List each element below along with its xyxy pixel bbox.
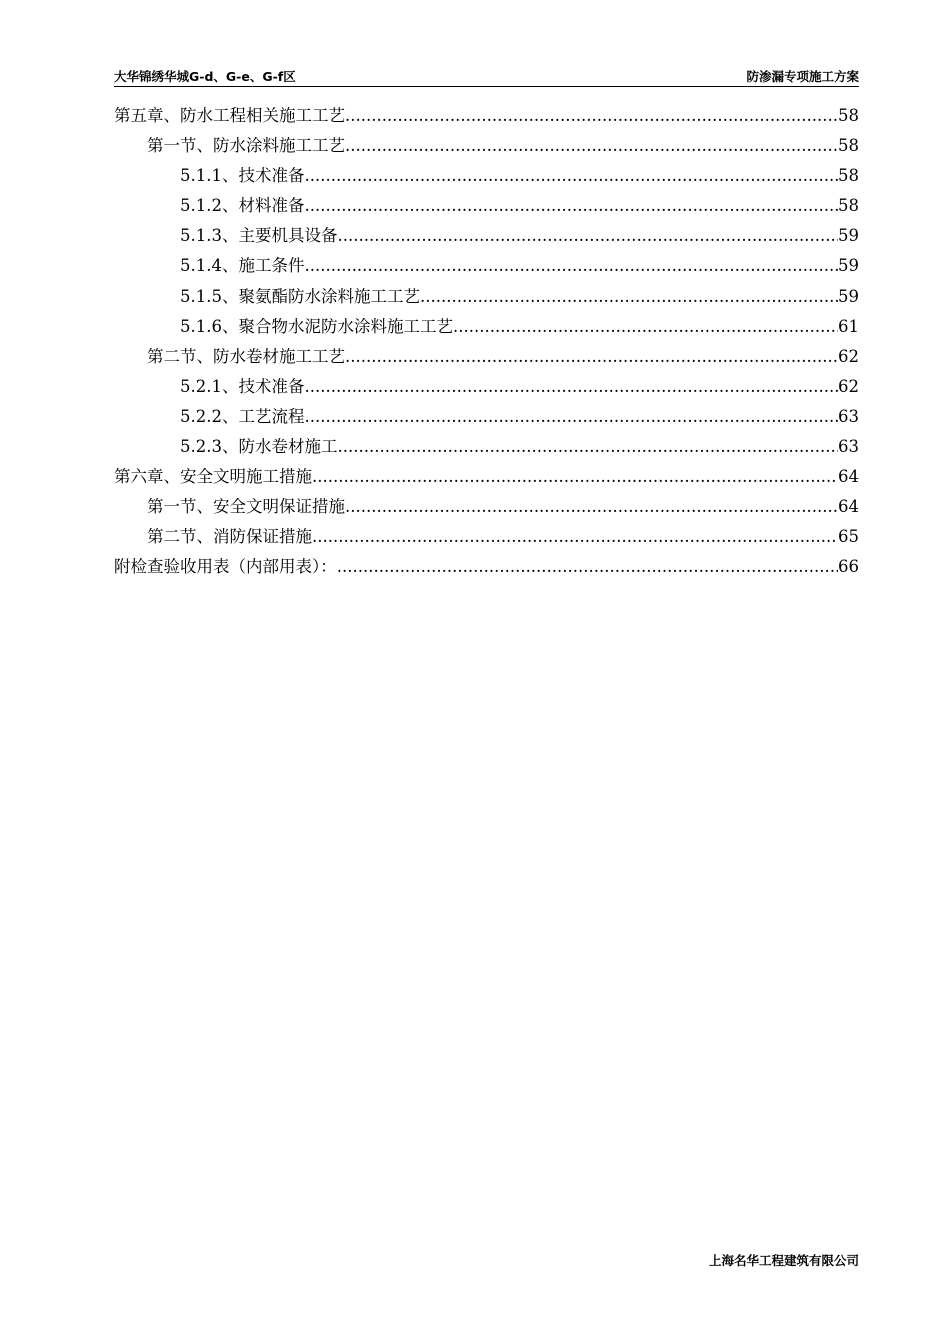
- toc-leader-dots: [337, 552, 838, 582]
- toc-leader-dots: [304, 161, 838, 191]
- toc-entry-page: 58: [838, 136, 859, 156]
- toc-entry-page: 59: [838, 256, 859, 276]
- toc-entry[interactable]: [114, 462, 859, 492]
- toc-entry-page: 58: [838, 166, 859, 186]
- toc-entry[interactable]: [114, 131, 859, 161]
- toc-entry-title: 第二节、消防保证措施: [147, 527, 312, 547]
- toc-entry[interactable]: [114, 161, 859, 191]
- toc-entry-title: 5.2.3、防水卷材施工: [180, 437, 338, 457]
- toc-entry[interactable]: [114, 402, 859, 432]
- toc-entry-page: 64: [838, 497, 859, 517]
- toc-leader-dots: [345, 342, 838, 372]
- toc-leader-dots: [304, 251, 838, 281]
- toc-entry-page: 64: [838, 467, 859, 487]
- toc-entry-title: 附检查验收用表（内部用表）：: [114, 557, 337, 577]
- toc-leader-dots: [312, 462, 838, 492]
- toc-entry[interactable]: [114, 251, 859, 281]
- toc-entry[interactable]: [114, 552, 859, 582]
- toc-leader-dots: [420, 282, 838, 312]
- toc-entry-title: 第二节、防水卷材施工工艺: [147, 346, 345, 366]
- toc-entry-page: 63: [838, 406, 859, 426]
- toc-leader-dots: [345, 492, 838, 522]
- toc-entry-title: 5.1.4、施工条件: [180, 256, 305, 276]
- header-document-title: 防渗漏专项施工方案: [746, 69, 859, 84]
- toc-entry-title: 5.1.1、技术准备: [180, 166, 305, 186]
- toc-leader-dots: [312, 522, 838, 552]
- toc-entry[interactable]: [114, 101, 859, 131]
- toc-entry-title: 第一节、防水涂料施工工艺: [147, 136, 345, 156]
- toc-leader-dots: [345, 101, 838, 131]
- toc-entry[interactable]: [114, 282, 859, 312]
- toc-entry-page: 62: [838, 376, 859, 396]
- toc-leader-dots: [304, 372, 838, 402]
- toc-entry-page: 62: [838, 346, 859, 366]
- toc-entry-page: 63: [838, 437, 859, 457]
- toc-entry-title: 5.2.2、工艺流程: [180, 406, 305, 426]
- toc-entry-page: 66: [838, 557, 859, 577]
- toc-leader-dots: [345, 131, 838, 161]
- toc-entry-title: 第一节、安全文明保证措施: [147, 497, 345, 517]
- toc-entry-title: 第六章、安全文明施工措施: [114, 467, 312, 487]
- toc-entry-title: 5.1.2、材料准备: [180, 196, 305, 216]
- toc-leader-dots: [337, 432, 838, 462]
- toc-entry-page: 58: [838, 106, 859, 125]
- toc-entry-title: 5.2.1、技术准备: [180, 376, 305, 396]
- toc-entry[interactable]: [114, 522, 859, 552]
- toc-entry-title: 5.1.6、聚合物水泥防水涂料施工工艺: [180, 316, 453, 336]
- toc-entry[interactable]: [114, 312, 859, 342]
- toc-entry[interactable]: [114, 342, 859, 372]
- toc-entry[interactable]: [114, 492, 859, 522]
- toc-entry[interactable]: [114, 221, 859, 251]
- toc-entry[interactable]: [114, 372, 859, 402]
- toc-entry-page: 59: [838, 226, 859, 246]
- footer-company-name: 上海名华工程建筑有限公司: [708, 1253, 859, 1268]
- toc-leader-dots: [337, 221, 838, 251]
- toc-leader-dots: [304, 402, 838, 432]
- toc-entry-title: 第五章、防水工程相关施工工艺: [114, 106, 345, 125]
- toc-leader-dots: [453, 312, 838, 342]
- toc-leader-dots: [304, 191, 838, 221]
- table-of-contents: [114, 101, 859, 583]
- toc-entry-title: 5.1.3、主要机具设备: [180, 226, 338, 246]
- toc-entry-page: 61: [838, 316, 859, 336]
- toc-entry-page: 58: [838, 196, 859, 216]
- toc-entry-title: 5.1.5、聚氨酯防水涂料施工工艺: [180, 286, 420, 306]
- header-project-name: 大华锦绣华城G-d、G-e、G-f区: [114, 69, 296, 84]
- page-header: [114, 64, 859, 87]
- toc-entry-page: 65: [838, 527, 859, 547]
- toc-entry-page: 59: [838, 286, 859, 306]
- toc-entry[interactable]: [114, 191, 859, 221]
- toc-entry[interactable]: [114, 432, 859, 462]
